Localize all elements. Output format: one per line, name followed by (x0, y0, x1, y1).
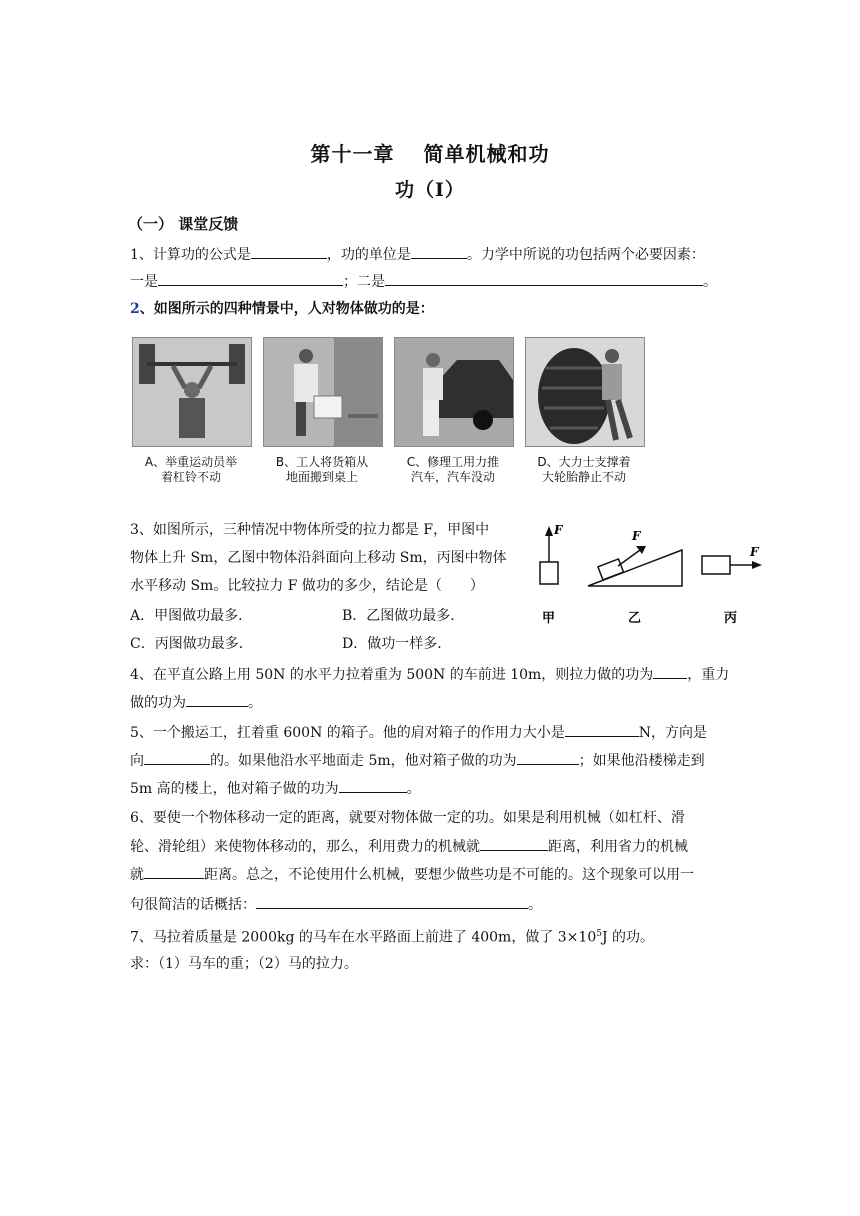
question-3-options-cd (130, 634, 740, 654)
q1-text: 1、计算功的公式是 (130, 247, 251, 263)
caption-line: 大轮胎静止不动 (541, 470, 626, 484)
q1-text: 一是 (130, 274, 158, 290)
photo-weightlifter (132, 337, 252, 447)
q7-exponent: 5 (596, 929, 602, 939)
force-label-jia: F (554, 523, 563, 537)
q6-text: 轮、滑轮组）来使物体移动的，那么，利用费力的机械就 (130, 839, 480, 855)
caption-line: 着杠铃不动 (160, 470, 221, 484)
question-3-line-3: 水平移动 Sm。比较拉力 F 做功的多少，结论是（ ） (130, 578, 484, 594)
q6-text: 距离，利用省力的机械 (548, 839, 688, 855)
q6-text: 。 (528, 897, 542, 913)
answer-blank[interactable] (385, 271, 703, 286)
option-c[interactable]: C．丙图做功最多． (130, 636, 253, 652)
photo-mechanic-car (394, 337, 514, 447)
q5-text: 5、一个搬运工，扛着重 600N 的箱子。他的肩对箱子的作用力大小是 (130, 725, 565, 741)
force-diagram (528, 520, 773, 630)
question-5-line-2 (130, 750, 740, 771)
option-b[interactable]: B．乙图做功最多． (342, 608, 465, 624)
q4-text: 。 (248, 695, 262, 711)
q5-text: 。 (406, 781, 421, 797)
q1-text: ，功的单位是 (326, 247, 411, 263)
q2-number: 2 (130, 301, 140, 317)
caption-line: 汽车，汽车没动 (410, 470, 495, 484)
chapter-title: 第十一章 简单机械和功 (310, 142, 550, 166)
q5-text: 向 (130, 753, 144, 769)
q4-text: 做的功为 (130, 695, 186, 711)
caption-a (132, 455, 250, 485)
q6-text: 距离。总之，不论使用什么机械，要想少做些功是不可能的。这个现象可以用一 (204, 867, 694, 883)
question-6-line-4 (130, 894, 740, 915)
photo-worker-box (263, 337, 383, 447)
answer-blank[interactable] (256, 894, 528, 909)
q4-text: 4、在平直公路上用 50N 的水平力拉着重为 500N 的车前进 10m，则拉力做的功为 (130, 667, 654, 683)
answer-blank[interactable] (144, 750, 210, 765)
block-jia (540, 562, 558, 584)
q1-text: 。力学中所说的功包括两个必要因素： (466, 247, 705, 263)
photo-strongman-tire (525, 337, 645, 447)
incline (588, 550, 682, 586)
question-4-line-1 (130, 664, 740, 685)
q5-text: 的。如果他沿水平地面走 5m，他对箱子做的功为 (210, 753, 517, 769)
force-label-yi: F (632, 529, 641, 543)
lesson-subtitle: 功（I） (395, 179, 465, 201)
question-5-line-1 (130, 722, 740, 743)
q1-text: ；二是 (343, 274, 385, 290)
q6-text: 就 (130, 867, 144, 883)
q6-text: 句很简洁的话概括： (130, 897, 256, 913)
caption-line: D、大力士支撑着 (537, 455, 631, 469)
answer-blank[interactable] (339, 778, 407, 793)
q1-text: 。 (703, 274, 717, 290)
question-6-line-1: 6、要使一个物体移动一定的距离，就要对物体做一定的功。如果是利用机械（如杠杆、滑 (130, 810, 685, 826)
question-3-line-2: 物体上升 Sm，乙图中物体沿斜面向上移动 Sm，丙图中物体 (130, 550, 507, 566)
answer-blank[interactable] (186, 692, 248, 707)
section-heading: （一） 课堂反馈 (128, 215, 239, 233)
question-4-line-2 (130, 692, 740, 713)
question-3-line-1: 3、如图所示，三种情况中物体所受的拉力都是 F，甲图中 (130, 522, 490, 538)
force-label-bing: F (750, 545, 759, 559)
q2-text: 、如图所示的四种情景中，人对物体做功的是： (139, 301, 434, 317)
q5-text: ；如果他沿楼梯走到 (578, 753, 705, 769)
caption-d (525, 455, 643, 485)
q5-text: N，方向是 (638, 725, 708, 741)
caption-line: 地面搬到桌上 (285, 470, 358, 484)
option-d[interactable]: D．做功一样多． (342, 636, 452, 652)
question-7-line-1 (130, 924, 740, 948)
answer-blank[interactable] (565, 722, 639, 737)
option-a[interactable]: A．甲图做功最多． (130, 608, 253, 624)
label-yi: 乙 (628, 611, 642, 626)
answer-blank[interactable] (144, 864, 204, 879)
q7-text: J 的功。 (601, 929, 655, 946)
question-6-line-2 (130, 836, 740, 857)
block-yi (598, 559, 624, 580)
question-2-prompt (130, 299, 740, 319)
question-1-line-2 (130, 271, 740, 292)
caption-c (394, 455, 512, 485)
caption-line: A、举重运动员举 (144, 455, 238, 469)
answer-blank[interactable] (411, 244, 467, 259)
q5-text: 5m 高的楼上，他对箱子做的功为 (130, 781, 339, 797)
answer-blank[interactable] (480, 836, 548, 851)
question-7-line-2: 求：（1）马车的重；（2）马的拉力。 (130, 956, 358, 972)
caption-line: C、修理工用力推 (406, 455, 500, 469)
answer-blank[interactable] (251, 244, 327, 259)
q4-text: ，重力 (687, 667, 730, 683)
answer-blank[interactable] (653, 664, 687, 679)
question-5-line-3 (130, 778, 740, 799)
block-bing (702, 556, 730, 574)
label-jia: 甲 (542, 611, 556, 626)
answer-blank[interactable] (158, 271, 343, 286)
question-6-line-3 (130, 864, 740, 885)
caption-line: B、工人将货箱从 (275, 455, 369, 469)
label-bing: 丙 (724, 611, 738, 626)
answer-blank[interactable] (517, 750, 579, 765)
question-1-line-1 (130, 244, 740, 265)
q7-text: 7、马拉着质量是 2000kg 的马车在水平路面上前进了 400m，做了 3×10 (130, 929, 597, 946)
caption-b (263, 455, 381, 485)
